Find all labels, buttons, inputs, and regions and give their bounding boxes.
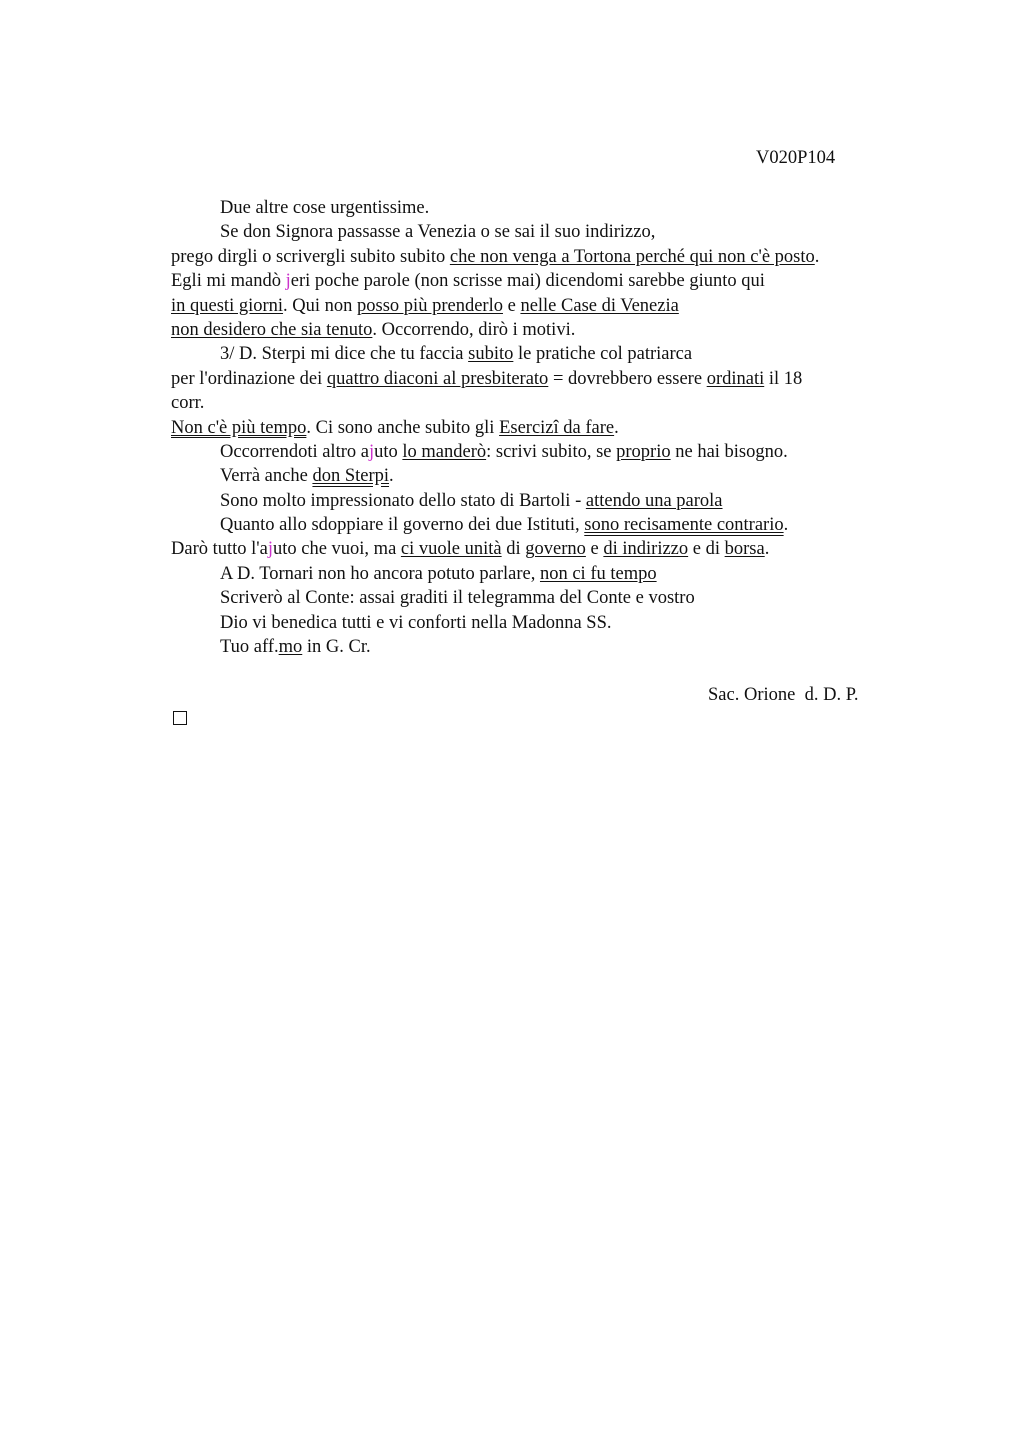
underlined-text: nelle Case di Venezia (520, 295, 679, 316)
underlined-text: in questi giorni (171, 295, 284, 316)
letter-line (171, 342, 911, 366)
underlined-text: proprio (616, 441, 671, 462)
underlined-text: Non c'è più tempo (171, 417, 307, 438)
text-segment: Darò tutto l'a (171, 539, 268, 560)
underlined-text: don Sterpi (312, 466, 390, 487)
letter-line (171, 586, 911, 610)
text-segment: : scrivi subito, se (486, 441, 617, 462)
underlined-text: mo (278, 637, 303, 658)
text-segment: uto (374, 441, 403, 462)
text-segment: A D. Tornari non ho ancora potuto parlare, (220, 563, 540, 584)
highlighted-letter: j (267, 539, 273, 560)
text-segment: Verrà anche (220, 466, 313, 487)
underlined-text: ordinati (706, 368, 765, 389)
text-segment: di (501, 539, 526, 560)
text-segment: . Occorrendo, dirò i motivi. (372, 319, 576, 340)
text-segment: . Ci sono anche subito gli (306, 417, 500, 438)
letter-line (171, 318, 911, 342)
text-segment: in G. Cr. (302, 637, 371, 658)
highlighted-letter: j (285, 271, 291, 292)
text-segment: le pratiche col patriarca (513, 344, 693, 365)
text-segment: . (783, 515, 789, 536)
text-segment: prego dirgli o scrivergli subito subito (171, 246, 450, 267)
letter-line (171, 440, 911, 464)
text-segment: ne hai bisogno. (670, 441, 788, 462)
document-id: V020P104 (756, 148, 836, 168)
end-mark-box (173, 711, 187, 725)
text-segment: e (502, 295, 521, 316)
underlined-text: governo (525, 539, 586, 560)
underlined-text: quattro diaconi al presbiterato (326, 368, 549, 389)
underlined-text: di indirizzo (603, 539, 689, 560)
letter-line (171, 562, 911, 586)
underlined-text: Esercizî da fare (499, 417, 615, 438)
text-segment: e di (688, 539, 725, 560)
letter-line (171, 220, 911, 244)
text-segment: Occorrendoti altro a (220, 441, 369, 462)
letter-line (171, 269, 911, 293)
text-segment: per l'ordinazione dei (171, 368, 327, 389)
text-segment: . Qui non (283, 295, 358, 316)
text-segment: . (814, 246, 820, 267)
text-segment: . (764, 539, 770, 560)
text-segment: Scriverò al Conte: assai graditi il telegramma del Conte e vostro (220, 588, 695, 609)
text-segment: 3/ D. Sterpi mi dice che tu faccia (220, 344, 469, 365)
text-segment: uto che vuoi, ma (272, 539, 401, 560)
text-segment: eri poche parole (non scrisse mai) dicendomi sarebbe giunto qui (290, 271, 765, 292)
text-segment: e (585, 539, 604, 560)
text-segment: Due altre cose urgentissime. (220, 198, 430, 218)
letter-line (171, 416, 911, 440)
underlined-text: non ci fu tempo (539, 563, 657, 584)
letter-line (171, 391, 911, 415)
letter-line (171, 196, 911, 220)
text-segment: Sono molto impressionato dello stato di Bartoli - (220, 490, 586, 511)
text-segment: Tuo aff. (220, 637, 279, 658)
underlined-text: attendo una parola (585, 490, 723, 511)
text-segment: Se don Signora passasse a Venezia o se sai il suo indirizzo, (220, 222, 656, 243)
text-segment: Dio vi benedica tutti e vi conforti nella Madonna SS. (220, 612, 612, 633)
underlined-text: ci vuole unità (400, 539, 502, 560)
letter-line (171, 489, 911, 513)
text-segment: . (614, 417, 619, 438)
underlined-text: borsa (724, 539, 765, 560)
signature: Sac. Orione d. D. P. (708, 685, 859, 705)
underlined-text: lo manderò (402, 441, 487, 462)
letter-line (171, 537, 911, 561)
underlined-text: posso più prenderlo (357, 295, 503, 316)
letter-line (171, 245, 911, 269)
letter-line (171, 464, 911, 488)
letter-line (171, 294, 911, 318)
letter-line (171, 513, 911, 537)
text-segment: = dovrebbero essere (548, 368, 707, 389)
underlined-text: sono recisamente contrario (584, 515, 784, 536)
letter-body (171, 196, 911, 659)
underlined-text: che non venga a Tortona perché qui non c'è posto (449, 246, 815, 267)
text-segment: . (389, 466, 394, 487)
highlighted-letter: j (368, 441, 375, 462)
letter-line (171, 635, 911, 659)
underlined-text: subito (468, 344, 514, 365)
text-segment: corr. (171, 393, 205, 414)
text-segment: Egli mi mandò (171, 271, 286, 292)
letter-line (171, 367, 911, 391)
underlined-text: non desidero che sia tenuto (171, 319, 373, 340)
text-segment: il 18 (764, 368, 803, 389)
text-segment: Quanto allo sdoppiare il governo dei due Istituti, (220, 515, 585, 536)
letter-line (171, 611, 911, 635)
